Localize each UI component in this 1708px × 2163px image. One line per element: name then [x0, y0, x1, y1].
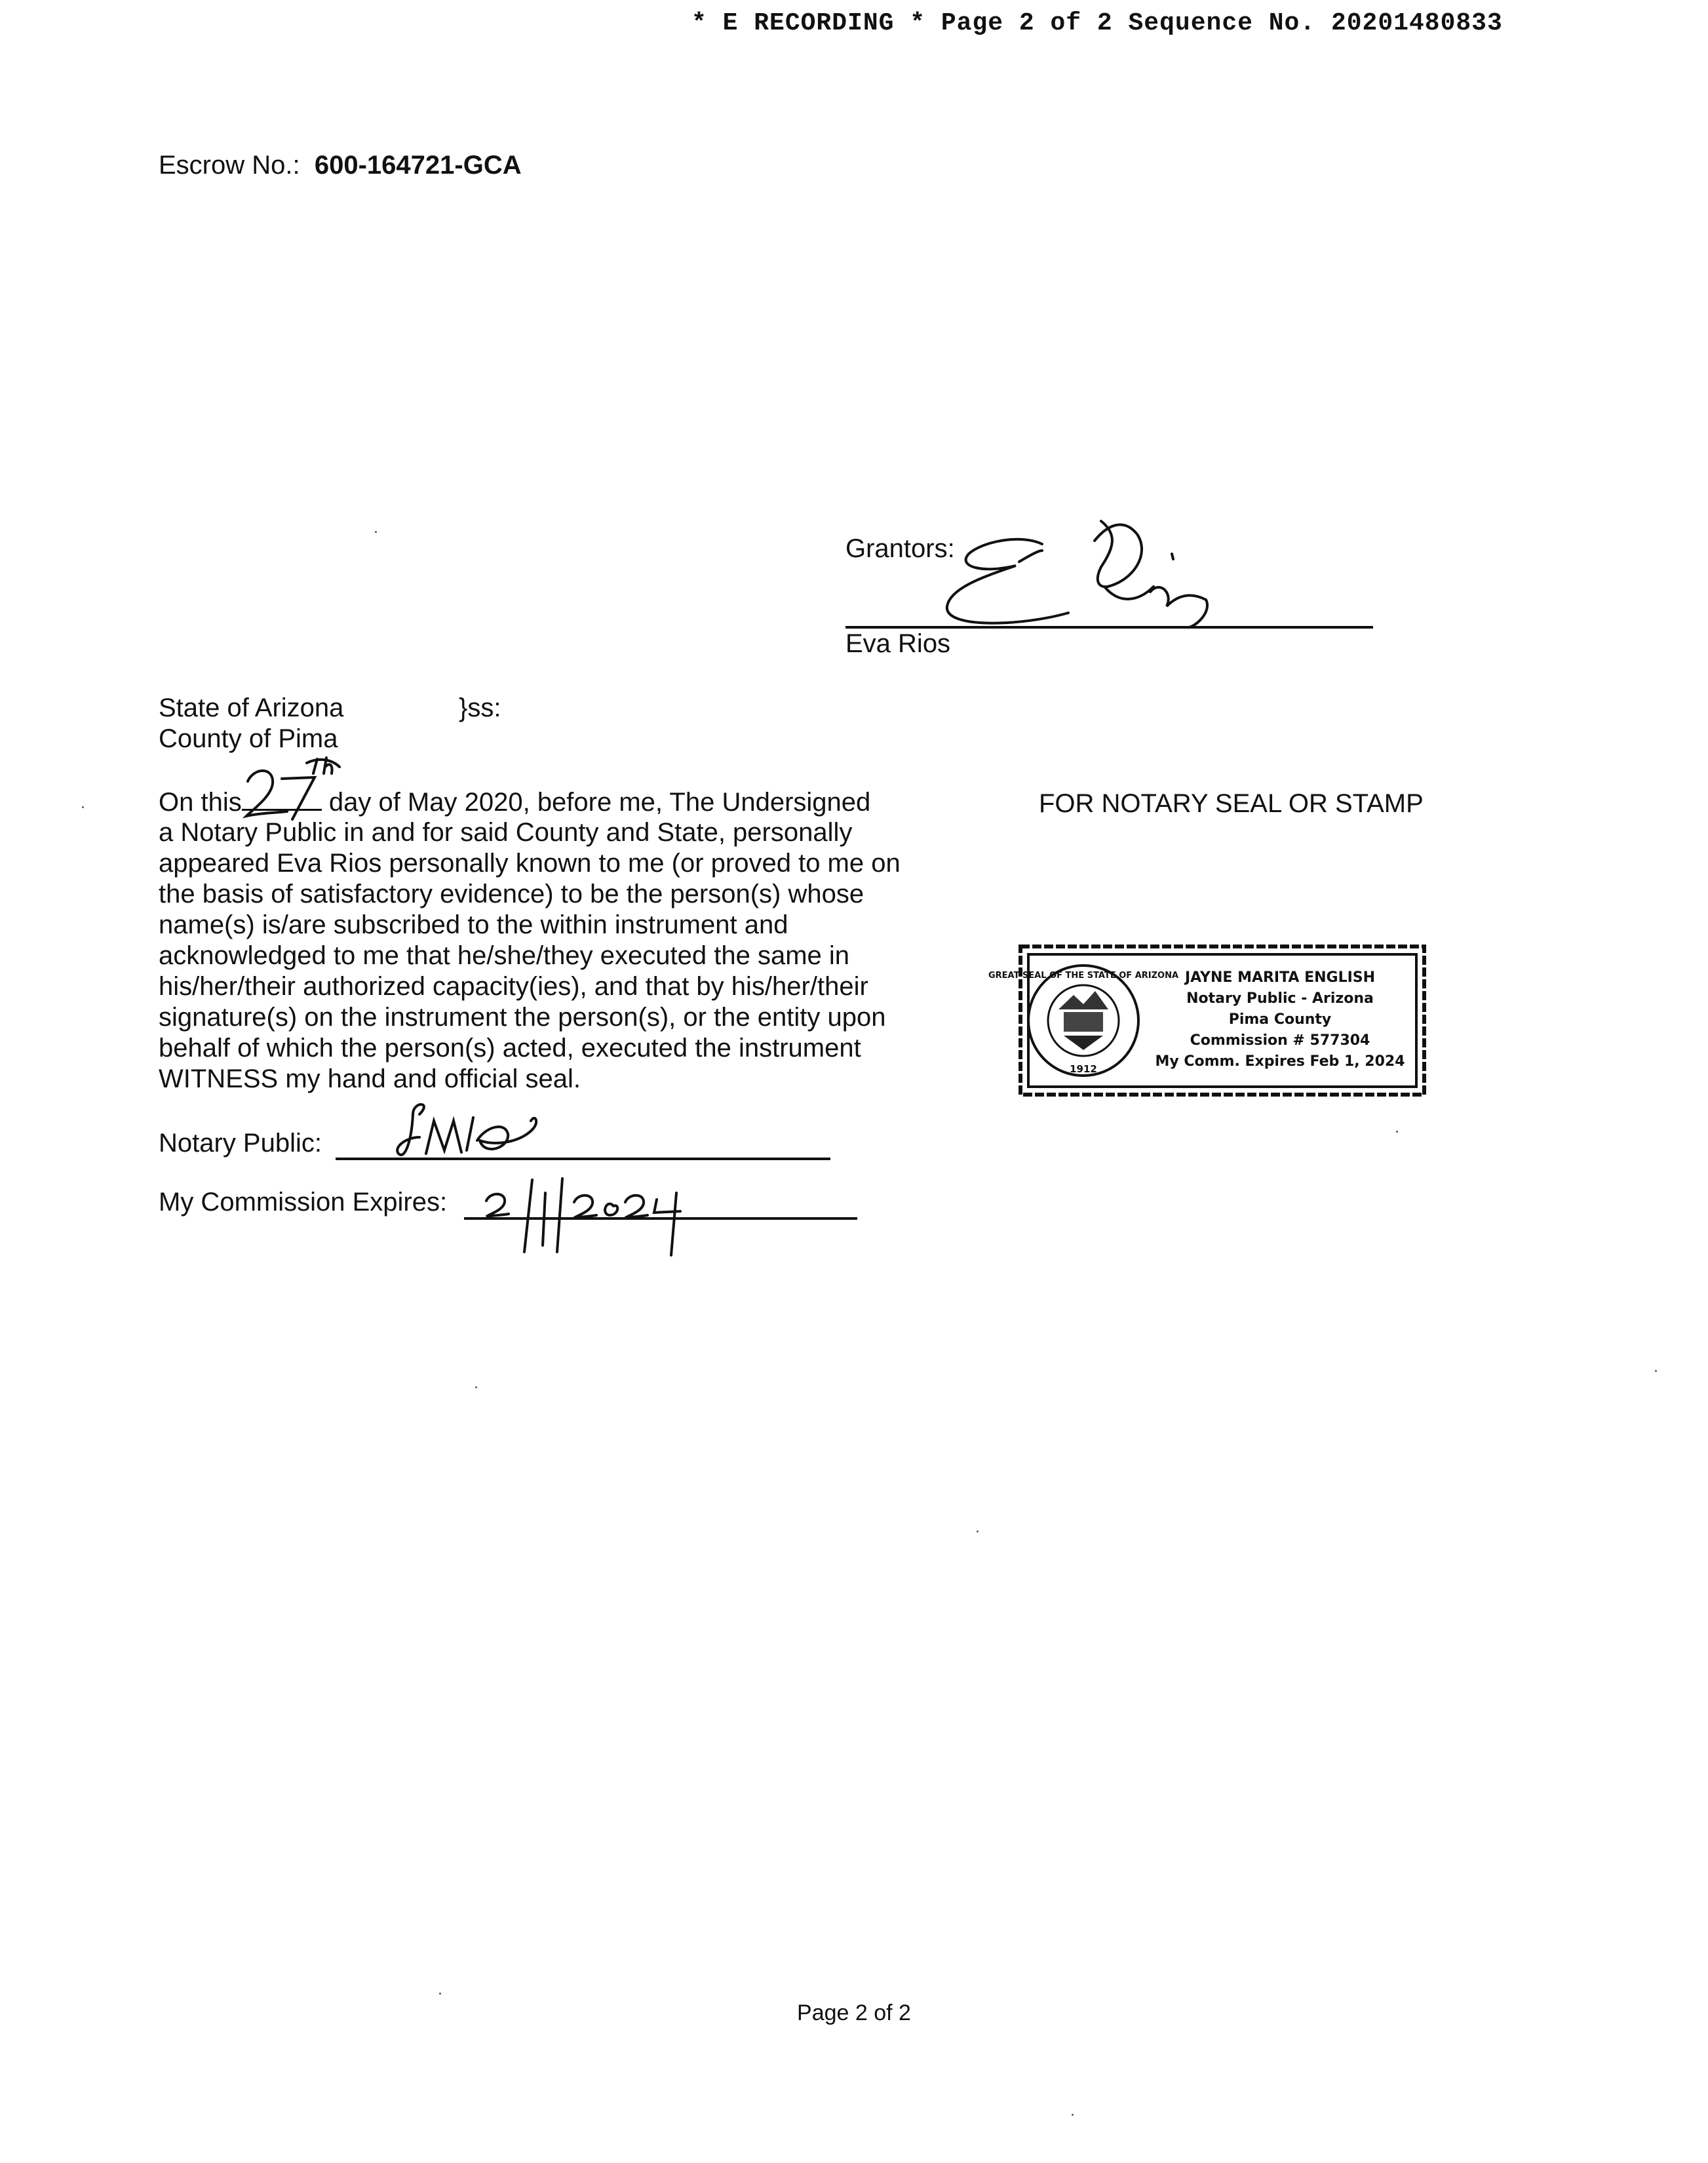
- venue-state: State of Arizona: [159, 693, 344, 722]
- acknowledgment-line: signature(s) on the instrument the person(s), or the entity upon: [159, 1003, 886, 1032]
- arizona-seal-icon: [988, 965, 1178, 1076]
- acknowledgment-line: a Notary Public in and for said County and State, personally: [159, 818, 853, 847]
- scan-speck: [475, 1386, 477, 1388]
- grantor-name: Eva Rios: [845, 629, 951, 658]
- stamp-expires: My Comm. Expires Feb 1, 2024: [1155, 1053, 1405, 1070]
- scan-speck: [1072, 2114, 1074, 2116]
- seal-text: GREAT SEAL OF THE STATE OF ARIZONA: [988, 971, 1179, 981]
- acknowledgment-line: name(s) is/are subscribed to the within instrument and: [159, 910, 788, 939]
- scan-speck: [977, 1530, 979, 1532]
- day-blank: [242, 787, 322, 811]
- scan-speck: [1396, 1131, 1398, 1133]
- stamp-title: Notary Public - Arizona: [1186, 990, 1374, 1007]
- venue-county: County of Pima: [159, 724, 338, 753]
- scan-speck: [375, 531, 377, 533]
- notary-signature-line: [336, 1158, 830, 1160]
- scan-speck: [1655, 1370, 1657, 1372]
- scan-speck: [439, 1993, 441, 1995]
- notary-stamp: [988, 944, 1427, 1097]
- stamp-county: Pima County: [1228, 1011, 1332, 1028]
- scan-speck: [82, 806, 84, 808]
- acknowledgment-line: appeared Eva Rios personally known to me (or proved to me on: [159, 849, 901, 878]
- stamp-notary-name: JAYNE MARITA ENGLISH: [1184, 969, 1376, 986]
- grantors-label: Grantors:: [845, 534, 955, 563]
- page-footer: Page 2 of 2: [797, 2000, 911, 2025]
- recording-header: * E RECORDING * Page 2 of 2 Sequence No. 20201480833: [691, 9, 1503, 37]
- commission-expires-line: [464, 1217, 857, 1220]
- commission-expires-label: My Commission Expires:: [159, 1188, 448, 1217]
- acknowledgment-line: behalf of which the person(s) acted, executed the instrument: [159, 1034, 861, 1062]
- acknowledgment-line: WITNESS my hand and official seal.: [159, 1064, 581, 1093]
- acknowledgment-line: the basis of satisfactory evidence) to be the person(s) whose: [159, 880, 864, 908]
- escrow-number: [159, 151, 522, 180]
- grantor-signature-line: [845, 626, 1373, 629]
- handwritten-expiration-date: [485, 1173, 708, 1258]
- ack-line-start: On this: [159, 788, 242, 817]
- acknowledgment-line: his/her/their authorized capacity(ies), and that by his/her/their: [159, 972, 868, 1001]
- seal-year: 1912: [1070, 1063, 1097, 1075]
- ack-line-end: day of May 2020, before me, The Undersigned: [328, 788, 871, 817]
- escrow-value: 600-164721-GCA: [314, 151, 522, 180]
- seal-caption: FOR NOTARY SEAL OR STAMP: [1039, 789, 1424, 818]
- escrow-label: Escrow No.:: [159, 151, 300, 180]
- notary-signature: [393, 1101, 564, 1173]
- acknowledgment-line: acknowledged to me that he/she/they executed the same in: [159, 941, 850, 970]
- stamp-commission: Commission # 577304: [1190, 1032, 1370, 1049]
- venue-ss: }ss:: [459, 693, 501, 722]
- acknowledgment-paragraph: [159, 787, 945, 1095]
- acknowledgment-first-line: [159, 787, 945, 817]
- notary-public-label: Notary Public:: [159, 1129, 322, 1158]
